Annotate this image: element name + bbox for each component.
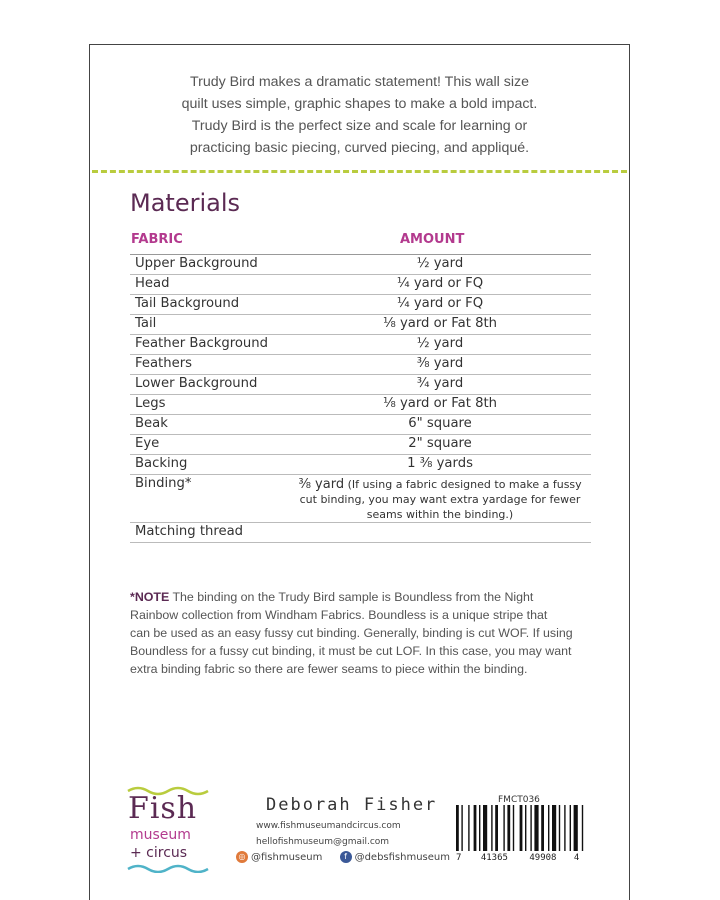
table-row [130, 455, 591, 475]
author-name: Deborah Fisher [266, 795, 438, 815]
barcode-bar [582, 805, 583, 851]
fabric-cell: Matching thread [135, 524, 244, 539]
barcode-bar [534, 805, 538, 851]
barcode-bar [461, 805, 462, 851]
materials-title: Materials [130, 189, 241, 217]
amount-cell [290, 477, 590, 522]
table-row [130, 335, 591, 355]
logo-circus: + circus [130, 845, 188, 861]
amount-cell: 2" square [408, 436, 472, 451]
barcode-bar [474, 805, 477, 851]
barcode-bar [559, 805, 560, 851]
barcode-bar [525, 805, 526, 851]
facebook-icon: f [340, 851, 352, 863]
note-line: extra binding fabric so there are fewer seams to piece within the binding. [130, 662, 528, 676]
amount-cell: ⅛ yard or Fat 8th [382, 396, 498, 411]
note-line: Rainbow collection from Windham Fabrics. Boundless is a unique stripe that [130, 608, 548, 622]
barcode-digit: 49908 [529, 853, 557, 863]
amount-cell: ¼ yard or FQ [396, 296, 484, 311]
amount-cell: ⅛ yard or Fat 8th [382, 316, 498, 331]
intro-paragraph [90, 71, 629, 159]
pattern-back-cover [89, 44, 630, 900]
amount-column-header: AMOUNT [400, 232, 465, 247]
barcode-bar [456, 805, 459, 851]
amount-cell: 1 ⅜ yards [407, 456, 473, 471]
barcode-digit: 41365 [480, 853, 508, 863]
instagram-icon: ◎ [236, 851, 248, 863]
materials-table [130, 232, 591, 543]
note-line: The binding on the Trudy Bird sample is Boundless from the Night [169, 590, 534, 604]
table-row-binding [130, 475, 591, 523]
barcode-bar [513, 805, 514, 851]
table-row [130, 315, 591, 335]
email-link[interactable]: hellofishmuseum@gmail.com [256, 837, 390, 847]
amount-cell: ½ yard [416, 336, 464, 351]
logo-museum: museum [130, 827, 191, 843]
table-row [130, 355, 591, 375]
fabric-cell: Binding* [135, 476, 192, 491]
barcode-bar [541, 805, 544, 851]
table-row [130, 295, 591, 315]
fish-museum-logo [126, 783, 216, 873]
intro-line: Trudy Bird is the perfect size and scale for learning or [191, 118, 528, 134]
barcode-bar [520, 805, 523, 851]
fabric-cell: Feathers [135, 356, 192, 371]
barcode-digit: 7 [456, 853, 462, 863]
note-line: Boundless for a fussy cut binding, it must be cut LOF. In this case, you may want [130, 644, 572, 658]
intro-line: quilt uses simple, graphic shapes to make a bold impact. [181, 96, 538, 112]
binding-note: (If using a fabric designed to make a fussy cut binding, you may want extra yardage for fewer seams within the binding.) [299, 478, 582, 521]
note-line: can be used as an easy fussy cut binding. Generally, binding is cut WOF. If using [130, 626, 573, 640]
fabric-cell: Feather Background [135, 336, 268, 351]
barcode-bar [503, 805, 504, 851]
table-row [130, 435, 591, 455]
barcode-bar [483, 805, 487, 851]
amount-cell: ¾ yard [416, 376, 464, 391]
dashed-divider [92, 170, 627, 173]
logo-fish: Fish [128, 791, 198, 826]
binding-note-paragraph [130, 588, 595, 678]
barcode-bar [570, 805, 571, 851]
social-handles [236, 851, 450, 863]
barcode-bar [491, 805, 492, 851]
fabric-cell: Tail Background [135, 296, 240, 311]
fabric-cell: Tail [135, 316, 157, 331]
barcode-bar [495, 805, 498, 851]
barcode-bar [564, 805, 565, 851]
amount-cell: ⅜ yard [416, 356, 464, 371]
table-row [130, 395, 591, 415]
note-label: *NOTE [130, 590, 170, 604]
facebook-handle[interactable]: @debsfishmuseum [354, 852, 450, 863]
amount-cell: 6" square [408, 416, 472, 431]
barcode-bar [530, 805, 531, 851]
binding-amount: ⅜ yard [298, 477, 345, 492]
fabric-cell: Beak [135, 416, 168, 431]
intro-line: practicing basic piecing, curved piecing, and appliqué. [189, 140, 530, 156]
table-row [130, 275, 591, 295]
fabric-cell: Backing [135, 456, 188, 471]
instagram-handle[interactable]: @fishmuseum [251, 852, 323, 863]
table-row [130, 255, 591, 275]
barcode-digits [456, 853, 606, 863]
amount-cell: ¼ yard or FQ [396, 276, 484, 291]
barcode-bar [468, 805, 469, 851]
barcode-bar [479, 805, 480, 851]
fabric-cell: Head [135, 276, 170, 291]
table-header [130, 232, 591, 255]
barcode-digit: 4 [573, 853, 580, 863]
barcode-bar [507, 805, 510, 851]
fabric-cell: Lower Background [135, 376, 258, 391]
barcode-bar [552, 805, 556, 851]
table-row-thread [130, 523, 591, 543]
barcode [456, 805, 596, 851]
website-link[interactable]: www.fishmuseumandcircus.com [256, 821, 401, 831]
barcode-bar [548, 805, 549, 851]
fabric-cell: Legs [135, 396, 166, 411]
sku-code: FMCT036 [498, 795, 540, 805]
barcode-bar [574, 805, 578, 851]
intro-line: Trudy Bird makes a dramatic statement! This wall size [189, 74, 530, 90]
fabric-cell: Upper Background [135, 256, 258, 271]
amount-cell: ½ yard [416, 256, 464, 271]
fabric-cell: Eye [135, 436, 160, 451]
fabric-column-header: FABRIC [131, 232, 183, 247]
table-row [130, 415, 591, 435]
table-row [130, 375, 591, 395]
